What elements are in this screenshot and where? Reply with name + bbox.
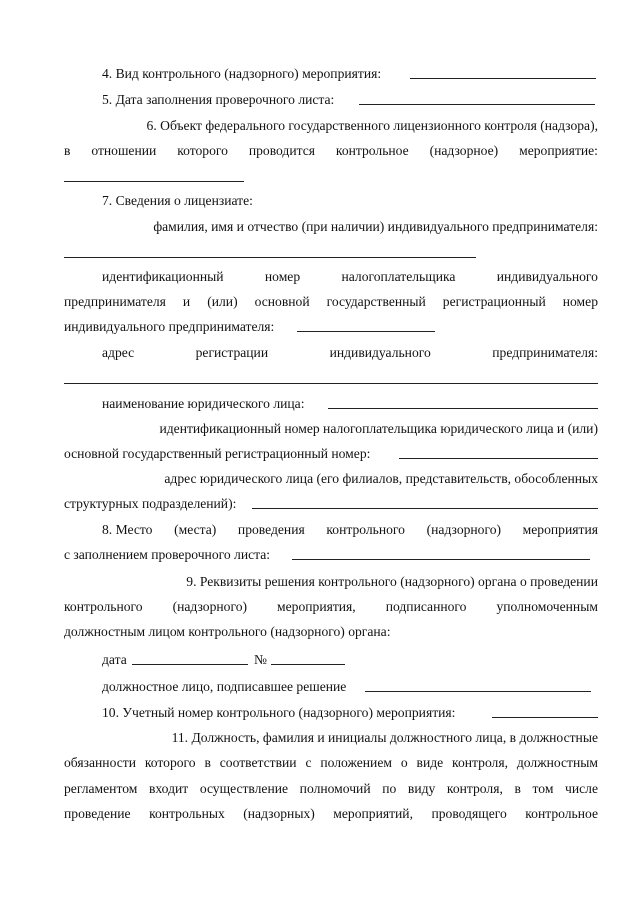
item6-line2: [64, 143, 598, 159]
word: уполномоченным: [496, 599, 598, 614]
item7-fio-blank[interactable]: [64, 257, 476, 258]
word: адрес: [102, 345, 135, 360]
word: 8. Место: [102, 522, 153, 537]
item9-number-label: №: [254, 652, 267, 667]
word: в: [64, 143, 71, 158]
item7-org-addr-line1: адрес юридического лица (его филиалов, представительств, обособленных: [164, 471, 598, 486]
word: мероприятие:: [519, 143, 598, 158]
word: идентификационный: [102, 269, 224, 284]
word: (надзорное): [429, 143, 499, 158]
word: мероприятия: [522, 522, 598, 537]
word: мероприятий,: [333, 806, 413, 821]
item11-line2: обязанности которого в соответствии с положением о виде контроля, должностным: [64, 755, 598, 770]
word: (надзорных): [243, 806, 315, 821]
item9-line2: [64, 599, 598, 615]
word: мероприятия,: [277, 599, 356, 614]
word: налогоплательщика: [341, 269, 456, 284]
item9-line3: должностным лицом контрольного (надзорного) органа:: [64, 624, 391, 639]
item7-org-addr-blank[interactable]: [252, 508, 598, 509]
item7-org-inn-line1: идентификационный номер налогоплательщика юридического лица и (или): [159, 421, 598, 436]
word: подписанного: [385, 599, 467, 614]
item5-label: 5. Дата заполнения проверочного листа:: [102, 92, 335, 107]
item8-line2: с заполнением проверочного листа:: [64, 547, 271, 562]
item7-heading: 7. Сведения о лицензиате:: [102, 193, 253, 208]
item7-inn-blank[interactable]: [297, 331, 435, 332]
item9-line1: 9. Реквизиты решения контрольного (надзорного) органа о проведении: [186, 574, 598, 589]
word: номер: [264, 269, 301, 284]
word: контрольного: [64, 599, 143, 614]
item7-org-inn-blank[interactable]: [399, 458, 598, 459]
word: регистрации: [195, 345, 269, 360]
word: индивидуального: [329, 345, 431, 360]
word: проводящего: [431, 806, 507, 821]
item10-blank[interactable]: [492, 717, 598, 718]
word: (надзорного): [172, 599, 248, 614]
word: контрольное: [335, 143, 409, 158]
item7-address-blank[interactable]: [64, 383, 598, 384]
word: контрольного: [326, 522, 405, 537]
word: (надзорного): [426, 522, 502, 537]
item11-line3: регламентом входит осуществление полномочий по виду контроля, в том числе: [64, 781, 598, 796]
item9-official-blank[interactable]: [365, 691, 591, 692]
word: предпринимателя:: [492, 345, 598, 360]
item7-org-name-blank[interactable]: [328, 408, 598, 409]
item6-line1: 6. Объект федерального государственного лицензионного контроля (надзора),: [146, 118, 598, 133]
item7-org-name: наименование юридического лица:: [102, 396, 305, 411]
item8-line1: [102, 522, 598, 538]
word: контрольных: [149, 806, 225, 821]
word: отношении: [91, 143, 157, 158]
item7-fio: фамилия, имя и отчество (при наличии) индивидуального предпринимателя:: [153, 219, 598, 234]
item11-line4: [64, 806, 598, 822]
item8-blank[interactable]: [292, 559, 590, 560]
item6-blank[interactable]: [64, 181, 244, 182]
word: проводится: [248, 143, 316, 158]
item9-number-blank[interactable]: [271, 664, 345, 665]
item7-inn-line3: индивидуального предпринимателя:: [64, 319, 275, 334]
item7-org-inn-line2: основной государственный регистрационный номер:: [64, 446, 371, 461]
word: индивидуального: [496, 269, 598, 284]
item7-inn-line2: предпринимателя и (или) основной государственный регистрационный номер: [64, 294, 598, 309]
word: контрольное: [525, 806, 598, 821]
item4-label: 4. Вид контрольного (надзорного) мероприятия:: [102, 66, 382, 81]
item9-date-blank[interactable]: [132, 664, 248, 665]
word: которого: [177, 143, 228, 158]
word: (места): [174, 522, 217, 537]
item10-label: 10. Учетный номер контрольного (надзорного) мероприятия:: [102, 705, 456, 720]
item11-line1: 11. Должность, фамилия и инициалы должностного лица, в должностные: [171, 730, 598, 745]
item4-blank[interactable]: [410, 78, 596, 79]
item7-inn-line1: [102, 269, 598, 285]
word: проведения: [237, 522, 305, 537]
item9-date-label: дата: [102, 652, 127, 667]
item5-blank[interactable]: [359, 104, 595, 105]
item9-official-label: должностное лицо, подписавшее решение: [102, 679, 347, 694]
word: проведение: [64, 806, 131, 821]
item7-org-addr-line2: структурных подразделений):: [64, 496, 237, 511]
item7-address: [102, 345, 598, 361]
